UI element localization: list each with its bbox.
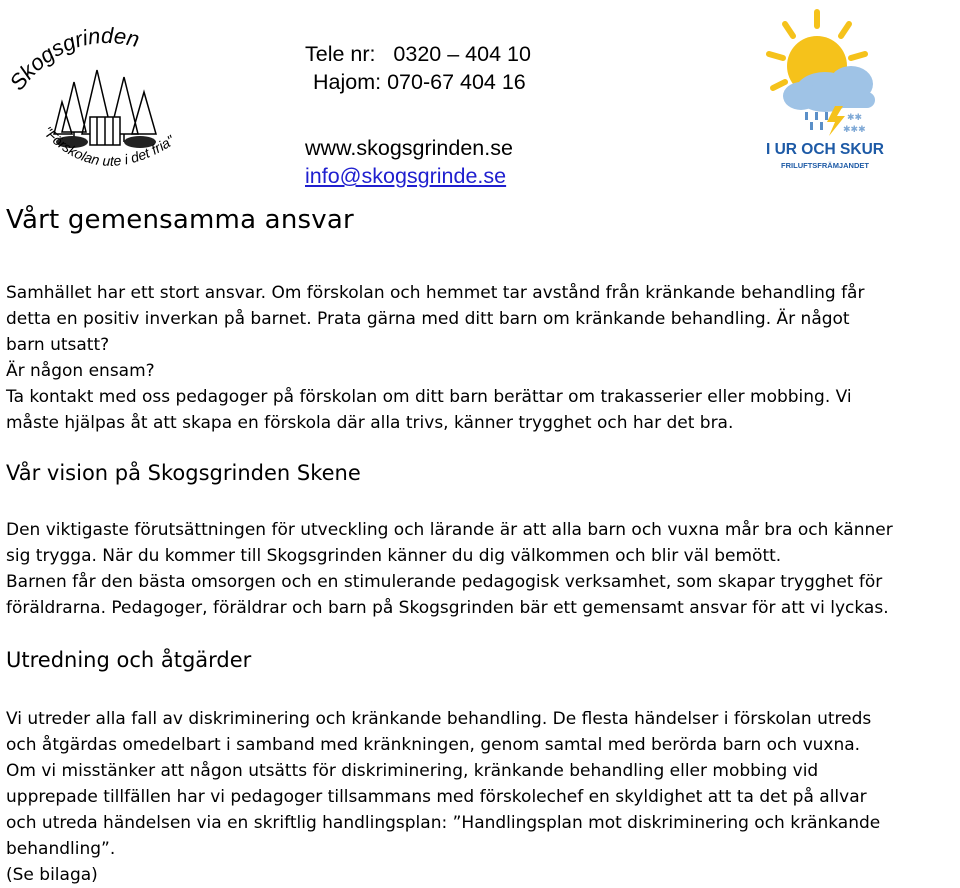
investigation-heading: Utredning och åtgärder: [6, 648, 252, 672]
email-link[interactable]: info@skogsgrinde.se: [305, 164, 507, 188]
section-investigation-body: [6, 706, 956, 888]
responsibility-text: Samhället har ett stort ansvar. Om förskolan och hemmet tar avstånd från kränkande behandling får detta en positiv inverkan på barnet. Prata gärna med ditt barn om kränkande behandling. Är något barn utsatt? Är någon ensam? Ta kontakt med oss pedagoger på förskolan om ditt barn berättar om trakasserier eller mobbing. Vi måste hjälpas åt att skapa en förskola där alla trivs, känner trygghet och har det bra.: [6, 283, 865, 433]
vision-heading: Vår vision på Skogsgrinden Skene: [6, 461, 361, 485]
page-title: Vårt gemensamma ansvar: [6, 205, 354, 235]
section-vision-body: [6, 517, 956, 621]
section-responsibility: [6, 280, 956, 436]
contact-info: [305, 40, 531, 190]
i-ur-och-skur-logo: [755, 4, 895, 174]
section-investigation: [6, 648, 956, 672]
hajom-number: Hajom: 070-67 404 16: [313, 70, 526, 94]
sun-cloud-logo-graphic: [755, 4, 895, 174]
phone-number: Tele nr: 0320 – 404 10: [305, 42, 531, 66]
section-vision: [6, 461, 956, 485]
logo-right-subtitle: FRILUFTSFRÄMJANDET: [781, 161, 869, 170]
skogsgrinden-logo: [2, 22, 202, 192]
logo-right-title: I UR OCH SKUR: [766, 141, 884, 158]
skogsgrinden-logo-graphic: [2, 22, 202, 192]
investigation-text: Vi utreder alla fall av diskriminering och kränkande behandling. De flesta händelser i förskolan utreds och åtgärdas omedelbart i samband med kränkningen, genom samtal med berörda barn och vuxna. Om vi misstänker att någon utsätts för diskriminering, kränkande behandling eller mobbing vid upprepade tillfällen har vi pedagoger tillsammans med förskolechef en skyldighet att ta det på allvar och utreda händelsen via en skriftlig handlingsplan: ”Handlingsplan mot diskriminering och kränkande behandling”. (Se bilaga): [6, 709, 881, 885]
logo-slogan-text: "Förskolan ute i det fria": [39, 123, 178, 169]
vision-text: Den viktigaste förutsättningen för utveckling och lärande är att alla barn och vuxna mår bra och känner sig trygga. När du kommer till Skogsgrinden känner du dig välkommen och blir väl bemött. Barnen får den bästa omsorgen och en stimulerande pedagogisk verksamhet, som skapar trygghet för föräldrarna. Pedagoger, föräldrar och barn på Skogsgrinden bär ett gemensamt ansvar för att vi lyckas.: [6, 520, 893, 618]
svg-text:✱✱✱: ✱✱✱: [843, 125, 866, 135]
website-text: www.skogsgrinden.se: [305, 136, 513, 160]
svg-text:✱✱: ✱✱: [847, 113, 863, 123]
logo-name-text: Skogsgrinden: [4, 22, 142, 95]
